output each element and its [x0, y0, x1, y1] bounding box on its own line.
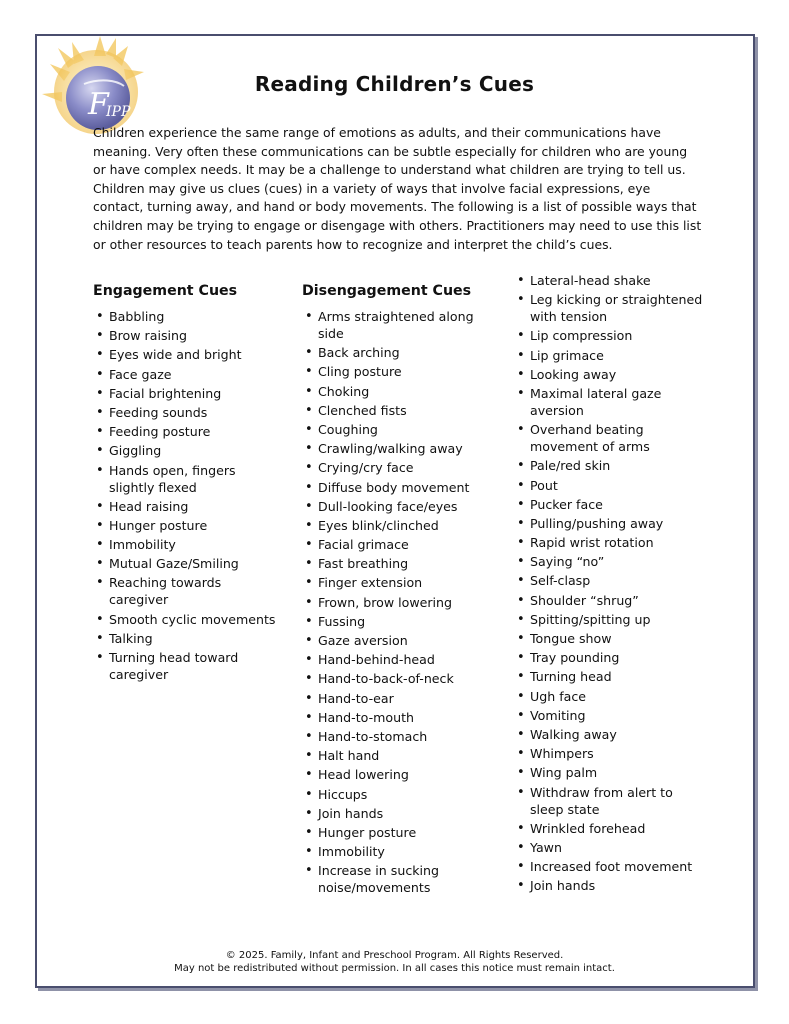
list-item: • Facial grimace [302, 536, 492, 553]
list-item: • Wing palm [514, 764, 704, 781]
list-item: • Diffuse body movement [302, 479, 492, 496]
list-item: • Increase in sucking noise/movements [302, 862, 492, 896]
list-item: • Fussing [302, 613, 492, 630]
list-item: • Halt hand [302, 747, 492, 764]
list-item: • Gaze aversion [302, 632, 492, 649]
list-item: • Increased foot movement [514, 858, 704, 875]
list-item: • Ugh face [514, 688, 704, 705]
list-item: • Lip compression [514, 327, 704, 344]
list-item: • Brow raising [93, 327, 278, 344]
list-item: • Eyes blink/clinched [302, 517, 492, 534]
list-item: • Dull-looking face/eyes [302, 498, 492, 515]
list-item: • Facial brightening [93, 385, 278, 402]
list-item: • Feeding posture [93, 423, 278, 440]
list-item: • Face gaze [93, 366, 278, 383]
list-item: • Hunger posture [93, 517, 278, 534]
engagement-list [93, 308, 278, 683]
list-item: • Feeding sounds [93, 404, 278, 421]
list-item: • Back arching [302, 344, 492, 361]
list-item: • Yawn [514, 839, 704, 856]
disengagement-continued-list [514, 272, 704, 894]
list-item: • Head raising [93, 498, 278, 515]
list-item: • Coughing [302, 421, 492, 438]
list-item: • Pout [514, 477, 704, 494]
list-item: • Lateral-head shake [514, 272, 704, 289]
list-item: • Pale/red skin [514, 457, 704, 474]
list-item: • Join hands [514, 877, 704, 894]
list-item: • Immobility [302, 843, 492, 860]
disengagement-list [302, 308, 492, 896]
list-item: • Reaching towards caregiver [93, 574, 278, 608]
list-item: • Saying “no” [514, 553, 704, 570]
list-item: • Tray pounding [514, 649, 704, 666]
list-item: • Whimpers [514, 745, 704, 762]
list-item: • Giggling [93, 442, 278, 459]
list-item: • Vomiting [514, 707, 704, 724]
list-item: • Hand-behind-head [302, 651, 492, 668]
list-item: • Crying/cry face [302, 459, 492, 476]
disengagement-heading: Disengagement Cues [302, 283, 472, 299]
list-item: • Crawling/walking away [302, 440, 492, 457]
svg-text:IPP: IPP [106, 104, 131, 120]
list-item: • Shoulder “shrug” [514, 592, 704, 609]
intro-paragraph: Children experience the same range of emotions as adults, and their communications have meaning. Very often these communications can be subtle especially for children who are young or have complex needs. It may be a challenge to understand what children are trying to tell us. Children may give us clues (cues) in a variety of ways that involve facial expressions, eye contact, turning away, and hand or body movements. The following is a list of possible ways that children may be trying to engage or disengage with others. Practitioners may need to use this list or other resources to teach parents how to recognize and interpret the child’s cues. [93, 125, 702, 252]
list-item: • Walking away [514, 726, 704, 743]
list-item: • Frown, brow lowering [302, 594, 492, 611]
list-item: • Self-clasp [514, 572, 704, 589]
list-item: • Hunger posture [302, 824, 492, 841]
list-item: • Leg kicking or straightened with tension [514, 291, 704, 325]
list-item: • Hand-to-back-of-neck [302, 670, 492, 687]
list-item: • Pulling/pushing away [514, 515, 704, 532]
engagement-column [93, 282, 278, 685]
list-item: • Talking [93, 630, 278, 647]
copyright-footer [0, 950, 789, 975]
list-item: • Hand-to-ear [302, 690, 492, 707]
list-item: • Withdraw from alert to sleep state [514, 784, 704, 818]
list-item: • Wrinkled forehead [514, 820, 704, 837]
list-item: • Turning head toward caregiver [93, 649, 278, 683]
permission-notice: May not be redistributed without permission. In all cases this notice must remain intact. [174, 962, 615, 974]
list-item: • Join hands [302, 805, 492, 822]
list-item: • Maximal lateral gaze aversion [514, 385, 704, 419]
list-item: • Mutual Gaze/Smiling [93, 555, 278, 572]
list-item: • Fast breathing [302, 555, 492, 572]
list-item: • Looking away [514, 366, 704, 383]
disengagement-column [302, 282, 492, 898]
list-item: • Finger extension [302, 574, 492, 591]
list-item: • Hands open, fingers slightly flexed [93, 462, 278, 496]
list-item: • Spitting/spitting up [514, 611, 704, 628]
list-item: • Immobility [93, 536, 278, 553]
list-item: • Smooth cyclic movements [93, 611, 278, 628]
list-item: • Pucker face [514, 496, 704, 513]
list-item: • Hand-to-stomach [302, 728, 492, 745]
list-item: • Lip grimace [514, 347, 704, 364]
list-item: • Rapid wrist rotation [514, 534, 704, 551]
svg-text:F: F [88, 87, 109, 122]
list-item: • Babbling [93, 308, 278, 325]
list-item: • Arms straightened along side [302, 308, 492, 342]
list-item: • Tongue show [514, 630, 704, 647]
list-item: • Clenched fists [302, 402, 492, 419]
list-item: • Overhand beating movement of arms [514, 421, 704, 455]
engagement-heading: Engagement Cues [93, 283, 238, 299]
list-item: • Hiccups [302, 786, 492, 803]
list-item: • Turning head [514, 668, 704, 685]
page-title: Reading Children’s Cues [254, 72, 535, 96]
disengagement-continued-column [514, 272, 704, 896]
list-item: • Head lowering [302, 766, 492, 783]
list-item: • Eyes wide and bright [93, 346, 278, 363]
list-item: • Choking [302, 383, 492, 400]
list-item: • Cling posture [302, 363, 492, 380]
list-item: • Hand-to-mouth [302, 709, 492, 726]
copyright-line: © 2025. Family, Infant and Preschool Program. All Rights Reserved. [225, 950, 564, 961]
